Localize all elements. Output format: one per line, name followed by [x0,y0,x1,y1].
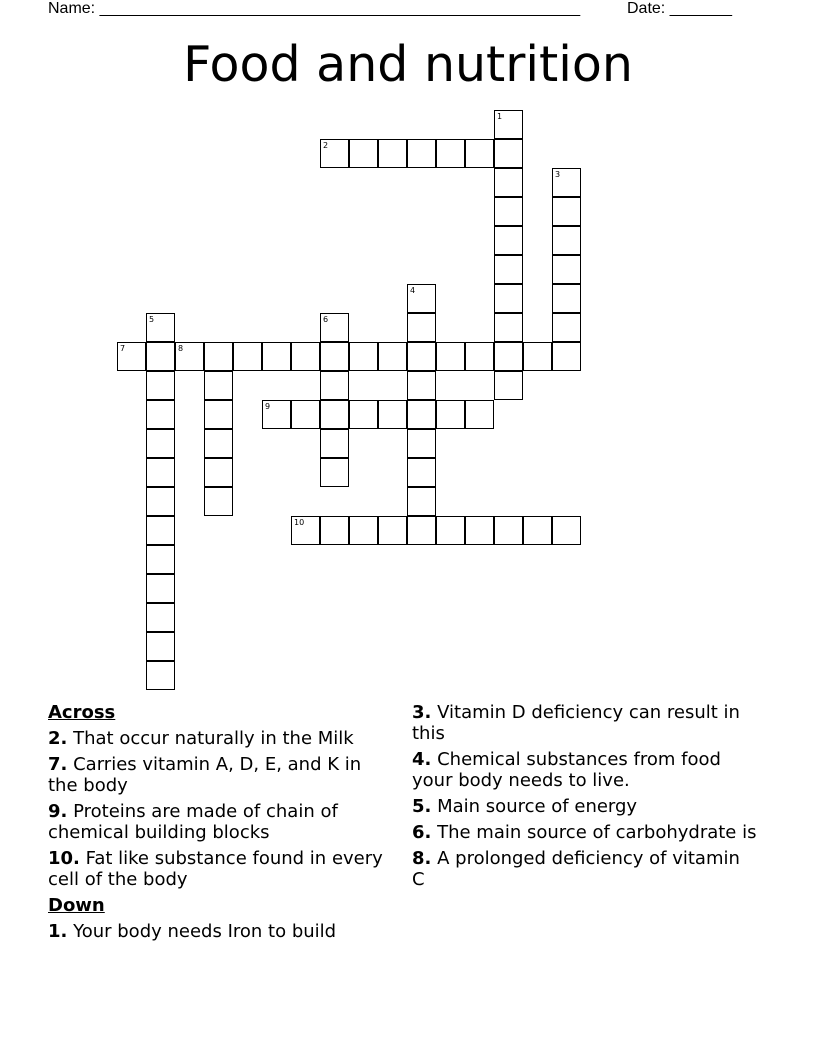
clue-text: The main source of carbohydrate is [437,822,757,843]
clue-across-10 [48,848,393,890]
clues-left-column [48,702,393,947]
clue-across-9 [48,801,393,843]
crossword-cell[interactable] [117,342,146,371]
crossword-cell[interactable] [407,139,436,168]
crossword-cell[interactable] [523,516,552,545]
clue-text: Vitamin D deficiency can result in this [412,702,740,744]
crossword-cell[interactable] [436,139,465,168]
crossword-cell[interactable] [233,342,262,371]
crossword-cell[interactable] [494,255,523,284]
crossword-cell[interactable] [378,400,407,429]
crossword-cell[interactable] [407,371,436,400]
crossword-cell[interactable] [291,342,320,371]
crossword-cell[interactable] [494,284,523,313]
crossword-cell[interactable] [407,342,436,371]
crossword-cell[interactable] [204,429,233,458]
crossword-cell[interactable] [146,603,175,632]
crossword-cell[interactable] [320,458,349,487]
cell-number: 4 [410,286,416,295]
crossword-cell[interactable] [146,574,175,603]
clue-across-7 [48,754,393,796]
crossword-cell[interactable] [552,168,581,197]
crossword-cell[interactable] [494,371,523,400]
clue-down-3 [412,702,757,744]
crossword-cell[interactable] [465,342,494,371]
crossword-cell[interactable] [349,400,378,429]
crossword-cell[interactable] [204,400,233,429]
crossword-cell[interactable] [494,168,523,197]
cell-number: 10 [294,518,305,527]
crossword-cell[interactable] [378,139,407,168]
down-heading: Down [48,895,105,916]
clue-down-8 [412,848,757,890]
cell-number: 1 [497,112,503,121]
crossword-cell[interactable] [146,632,175,661]
crossword-cell[interactable] [320,371,349,400]
clue-down-4 [412,749,757,791]
cell-number: 5 [149,315,155,324]
crossword-cell[interactable] [465,400,494,429]
crossword-cell[interactable] [146,661,175,690]
crossword-cell[interactable] [146,545,175,574]
crossword-cell[interactable] [262,400,291,429]
clue-text: Carries vitamin A, D, E, and K in the body [48,754,362,796]
crossword-cell[interactable] [465,516,494,545]
cell-number: 7 [120,344,126,353]
crossword-cell[interactable] [349,139,378,168]
date-field-line: Date: _______ [627,0,732,17]
clue-across-2 [48,728,393,749]
crossword-cell[interactable] [378,516,407,545]
clue-number: 6. [412,822,432,843]
clue-down-5 [412,796,757,817]
crossword-cell[interactable] [146,458,175,487]
crossword-cell[interactable] [552,284,581,313]
clue-text: A prolonged deficiency of vitamin C [412,848,740,890]
clue-number: 1. [48,921,68,942]
crossword-cell[interactable] [204,487,233,516]
crossword-cell[interactable] [552,516,581,545]
crossword-cell[interactable] [407,284,436,313]
crossword-cell[interactable] [146,371,175,400]
clue-number: 7. [48,754,68,775]
crossword-cell[interactable] [320,400,349,429]
crossword-cell[interactable] [436,400,465,429]
clue-number: 8. [412,848,432,869]
crossword-cell[interactable] [407,487,436,516]
crossword-cell[interactable] [494,342,523,371]
crossword-cell[interactable] [320,139,349,168]
crossword-cell[interactable] [320,516,349,545]
crossword-cell[interactable] [494,313,523,342]
crossword-cell[interactable] [552,313,581,342]
crossword-cell[interactable] [436,516,465,545]
cell-number: 2 [323,141,329,150]
crossword-cell[interactable] [146,516,175,545]
crossword-cell[interactable] [407,400,436,429]
crossword-cell[interactable] [407,516,436,545]
crossword-cell[interactable] [436,342,465,371]
crossword-cell[interactable] [494,197,523,226]
clue-down-1 [48,921,393,942]
crossword-cell[interactable] [204,458,233,487]
crossword-cell[interactable] [494,139,523,168]
crossword-cell[interactable] [552,226,581,255]
crossword-cell[interactable] [494,110,523,139]
crossword-cell[interactable] [378,342,407,371]
clue-number: 2. [48,728,68,749]
crossword-cell[interactable] [349,516,378,545]
crossword-cell[interactable] [320,342,349,371]
clue-text: Main source of energy [437,796,638,817]
page-title: Food and nutrition [183,36,633,93]
cell-number: 6 [323,315,329,324]
clue-text: Chemical substances from food your body needs to live. [412,749,721,791]
crossword-cell[interactable] [407,458,436,487]
crossword-cell[interactable] [320,429,349,458]
clue-text: Fat like substance found in every cell of the body [48,848,383,890]
crossword-cell[interactable] [407,429,436,458]
crossword-cell[interactable] [552,342,581,371]
crossword-cell[interactable] [146,487,175,516]
crossword-cell[interactable] [494,516,523,545]
name-field-line: Name: ______________________________________________________ [48,0,581,17]
crossword-cell[interactable] [146,429,175,458]
crossword-cell[interactable] [204,371,233,400]
clue-number: 9. [48,801,68,822]
clues-right-column [412,702,757,895]
clue-down-6 [412,822,757,843]
crossword-cell[interactable] [291,400,320,429]
crossword-cell[interactable] [175,342,204,371]
cell-number: 9 [265,402,271,411]
crossword-cell[interactable] [494,226,523,255]
crossword-cell[interactable] [320,313,349,342]
crossword-cell[interactable] [146,313,175,342]
clue-number: 4. [412,749,432,770]
cell-number: 8 [178,344,184,353]
crossword-cell[interactable] [204,342,233,371]
crossword-cell[interactable] [552,255,581,284]
clue-number: 10. [48,848,80,869]
crossword-cell[interactable] [465,139,494,168]
across-heading: Across [48,702,116,723]
clue-text: Proteins are made of chain of chemical building blocks [48,801,338,843]
clue-text: That occur naturally in the Milk [73,728,354,749]
cell-number: 3 [555,170,561,179]
clue-number: 5. [412,796,432,817]
crossword-cell[interactable] [407,313,436,342]
crossword-cell[interactable] [291,516,320,545]
clue-text: Your body needs Iron to build [73,921,337,942]
crossword-cell[interactable] [146,342,175,371]
crossword-cell[interactable] [552,197,581,226]
crossword-cell[interactable] [262,342,291,371]
crossword-cell[interactable] [523,342,552,371]
crossword-cell[interactable] [349,342,378,371]
crossword-cell[interactable] [146,400,175,429]
clue-number: 3. [412,702,432,723]
